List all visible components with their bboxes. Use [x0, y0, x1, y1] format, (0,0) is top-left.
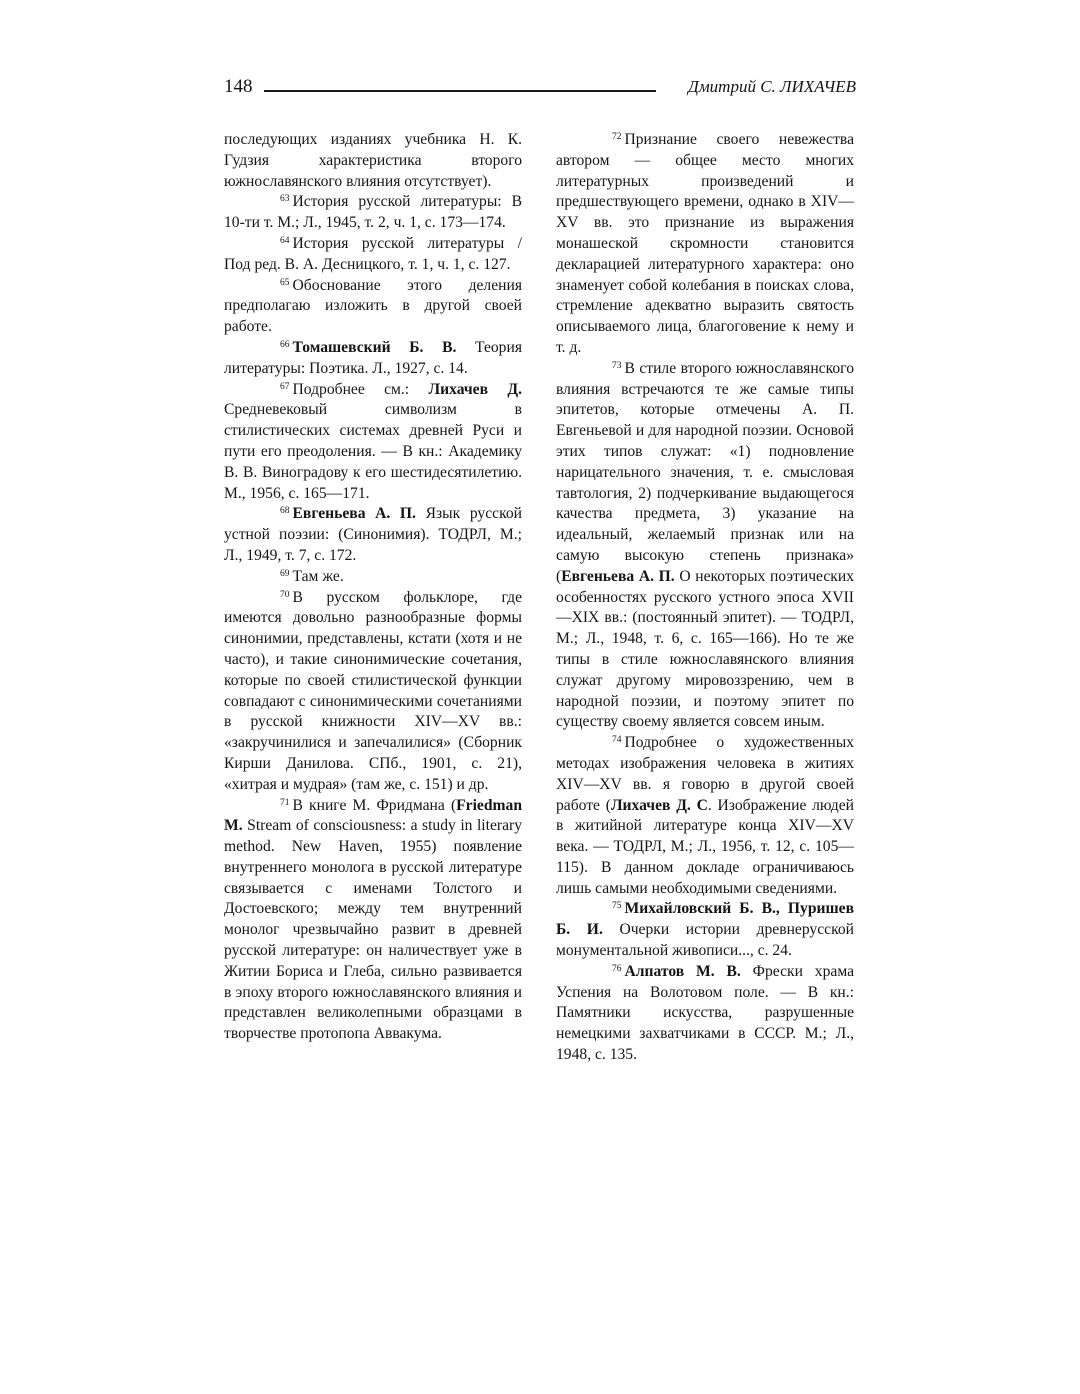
- footnote-text: История русской литературы: В 10-ти т. М.; Л., 1945, т. 2, ч. 1, с. 173—174.: [224, 193, 522, 232]
- footnote: [224, 130, 522, 192]
- footnote-number: 73: [612, 360, 622, 371]
- footnote-author: Михайловский Б. В., Пуришев Б. И.: [556, 900, 854, 939]
- footnote-text: В русском фольклоре, где имеются довольно разнообразные формы синонимии, представлены, кстати (хотя и не часто), и такие синонимические сочетания, которые по своей стилистической функции совпадают с синонимическими сочетаниями в русской книжности XIV—XV вв.: «закручинилися и запечалилися» (Сборник Кирши Данилова. СПб., 1901, с. 21), «хитрая и мудрая» (там же, с. 151) и др.: [224, 588, 522, 793]
- footnote: [224, 338, 522, 380]
- footnote-author: Лихачев Д.: [428, 380, 523, 398]
- footnote-number: 65: [280, 277, 290, 288]
- footnote-number: 67: [280, 381, 290, 392]
- footnote-text: Stream of consciousness: a study in literary method. New Haven, 1955) появление внутреннего монолога в русской литературе связывается с именами Толстого и Достоевского; между тем внутренний монолог чрезвычайно развит в древней русской литературе: он наличествует уже в Житии Бориса и Глеба, сильно развивается в эпоху второго южнославянского влияния и представлен великолепными образцами в творчестве протопопа Аввакума.: [224, 817, 522, 1043]
- footnote-number: 64: [280, 235, 290, 246]
- footnote-number: 74: [612, 735, 622, 746]
- footnote: [556, 962, 854, 1066]
- footnote-author: Алпатов М. В.: [624, 962, 741, 980]
- footnote: [224, 276, 522, 338]
- header-rule: [264, 90, 656, 92]
- footnote: [224, 380, 522, 505]
- footnote: [224, 567, 522, 588]
- footnote-number: 70: [280, 589, 290, 600]
- footnote-author: Friedman M.: [224, 796, 522, 835]
- footnote-text: последующих изданиях учебника Н. К. Гудзия характеристика второго южнославянского влияния отсутствует).: [224, 131, 522, 190]
- footnote-number: 66: [280, 339, 290, 350]
- footnote: [224, 796, 522, 1046]
- footnote: [556, 130, 854, 359]
- footnote-author: Евгеньева А. П.: [292, 505, 416, 523]
- footnote-number: 69: [280, 568, 290, 579]
- footnote-text: Очерки истории древнерусской монументальной живописи..., с. 24.: [556, 921, 854, 960]
- footnote-text: Подробнее о художественных методах изображения человека в житиях XIV—XV вв. я говорю в другой своей работе (: [556, 734, 854, 814]
- footnote-text: Средневековый символизм в стилистических системах древней Руси и пути его преодоления. — В кн.: Академику В. В. Виноградову к его шестидесятилетию. М., 1956, с. 165—171.: [224, 401, 522, 502]
- footnote: [224, 504, 522, 566]
- footnotes-left-column: [224, 130, 522, 1045]
- page-number: 148: [224, 76, 253, 97]
- footnote-number: 75: [612, 901, 622, 912]
- footnote-author: Томашевский Б. В.: [292, 338, 457, 356]
- footnote-number: 72: [612, 132, 622, 142]
- footnote-text: Фрески храма Успения на Волотовом поле. — В кн.: Памятники искусства, разрушенные немецкими захватчиками в СССР. М.; Л., 1948, с. 135.: [556, 962, 854, 1064]
- footnote-text: История русской литературы / Под ред. В. А. Десницкого, т. 1, ч. 1, с. 127.: [224, 234, 522, 273]
- footnote: [556, 359, 854, 733]
- footnote-text: Язык русской устной поэзии: (Синонимия). ТОДРЛ, М.; Л., 1949, т. 7, с. 172.: [224, 505, 522, 564]
- footnote-text: В книге М. Фридмана (: [292, 796, 457, 814]
- footnote-number: 71: [280, 797, 290, 808]
- footnote-text: Обоснование этого деления предполагаю изложить в другой своей работе.: [224, 276, 522, 336]
- footnote: [224, 588, 522, 796]
- footnote-text: . Изображение людей в житийной литературе конца XIV—XV века. — ТОДРЛ, М.; Л., 1956, т. 12, с. 105—115). В данном докладе ограничиваюсь лишь самыми необходимыми сведениями.: [556, 796, 854, 897]
- footnote-number: 76: [612, 963, 622, 974]
- footnote-number: 63: [280, 194, 290, 205]
- footnote-text: Теория литературы: Поэтика. Л., 1927, с. 14.: [224, 338, 522, 377]
- footnote-text: О некоторых поэтических особенностях русского устного эпоса XVII—XIX вв.: (постоянный эпитет). — ТОДРЛ, М.; Л., 1948, т. 6, с. 165—166). Но те же типы в стиле южнославянского влияния служат другому мировоззрению, чем в народной поэзии, и поэтому эпитет по существу своему является совсем иным.: [556, 567, 854, 731]
- footnote: [224, 192, 522, 234]
- footnote-text: Признание своего невежества автором — общее место многих литературных произведений и предшествующего времени, однако в XIV—XV вв. это признание из выражения монашеской скромности становится декларацией литературного характера: оно знаменует собой колебания в поисках слова, стремление адекватно выразить святость описываемого лица, благоговение к нему и т. д.: [556, 131, 854, 356]
- footnote-text: Подробнее см.:: [292, 380, 429, 398]
- footnote-number: 68: [280, 506, 290, 517]
- footnote-text: В стиле второго южнославянского влияния встречаются те же самые типы эпитетов, которые отмечены А. П. Евгеньевой и для народной поэзии. Основой этих типов служат: «1) подновление нарицательного значения, т. е. смысловая тавтология, 2) подчеркивание выдающегося качества предмета, 3) указание на идеальный, желаемый признак или на самую высокую степень признака» (: [556, 359, 854, 585]
- footnote: [224, 234, 522, 276]
- footnote: [556, 733, 854, 899]
- footnote-author: Лихачев Д. С: [610, 796, 708, 814]
- footnote-text: Там же.: [292, 567, 344, 585]
- footnote: [556, 899, 854, 961]
- page-header: [224, 74, 856, 104]
- running-head: Дмитрий С. ЛИХАЧЕВ: [688, 77, 856, 96]
- footnote-author: Евгеньева А. П.: [561, 567, 675, 585]
- footnotes-right-column: [556, 130, 854, 1066]
